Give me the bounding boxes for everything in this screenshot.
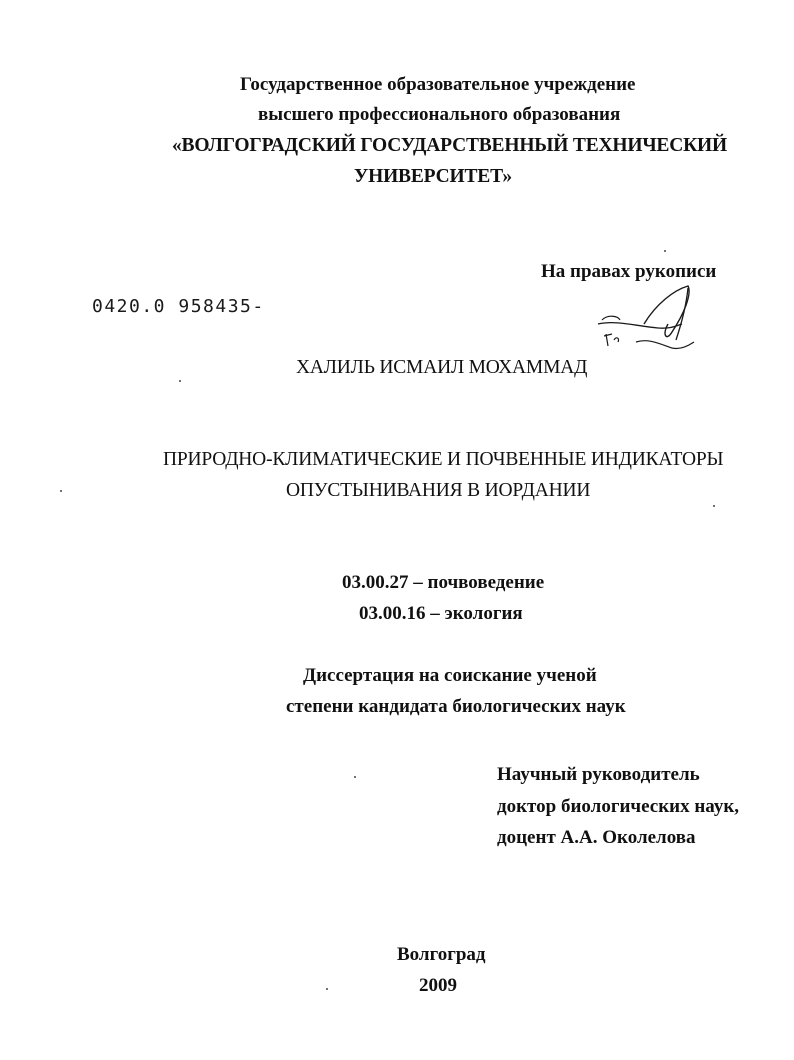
scan-speck <box>326 988 328 990</box>
supervisor-name: доцент А.А. Околелова <box>497 827 696 848</box>
supervisor-label: Научный руководитель <box>497 764 700 785</box>
supervisor-degree: доктор биологических наук, <box>497 796 740 817</box>
manuscript-rights-note: На правах рукописи <box>541 261 717 282</box>
library-stamp-number: 0420.0 958435- <box>92 296 265 317</box>
degree-line-2: степени кандидата биологических наук <box>286 696 626 717</box>
scan-speck <box>664 250 666 252</box>
degree-line-1: Диссертация на соискание ученой <box>303 665 597 686</box>
dissertation-title-line-2: ОПУСТЫНИВАНИЯ В ИОРДАНИИ <box>286 480 591 501</box>
city: Волгоград <box>397 944 486 965</box>
handwritten-signature <box>596 284 706 364</box>
author-name: ХАЛИЛЬ ИСМАИЛ МОХАММАД <box>296 357 588 378</box>
scan-speck <box>60 490 62 492</box>
university-name-line-1: «ВОЛГОГРАДСКИЙ ГОСУДАРСТВЕННЫЙ ТЕХНИЧЕСКИЙ <box>172 135 727 156</box>
specialty-ecology: 03.00.16 – экология <box>359 603 523 624</box>
dissertation-title-line-1: ПРИРОДНО-КЛИМАТИЧЕСКИЕ И ПОЧВЕННЫЕ ИНДИКАТОРЫ <box>163 449 724 470</box>
institution-line-1: Государственное образовательное учреждение <box>240 74 636 95</box>
scan-speck <box>179 380 181 382</box>
year: 2009 <box>419 975 457 996</box>
scan-speck <box>713 505 715 507</box>
scan-speck <box>354 776 356 778</box>
specialty-soil-science: 03.00.27 – почвоведение <box>342 572 545 593</box>
university-name-line-2: УНИВЕРСИТЕТ» <box>354 166 512 187</box>
institution-line-2: высшего профессионального образования <box>258 104 621 125</box>
